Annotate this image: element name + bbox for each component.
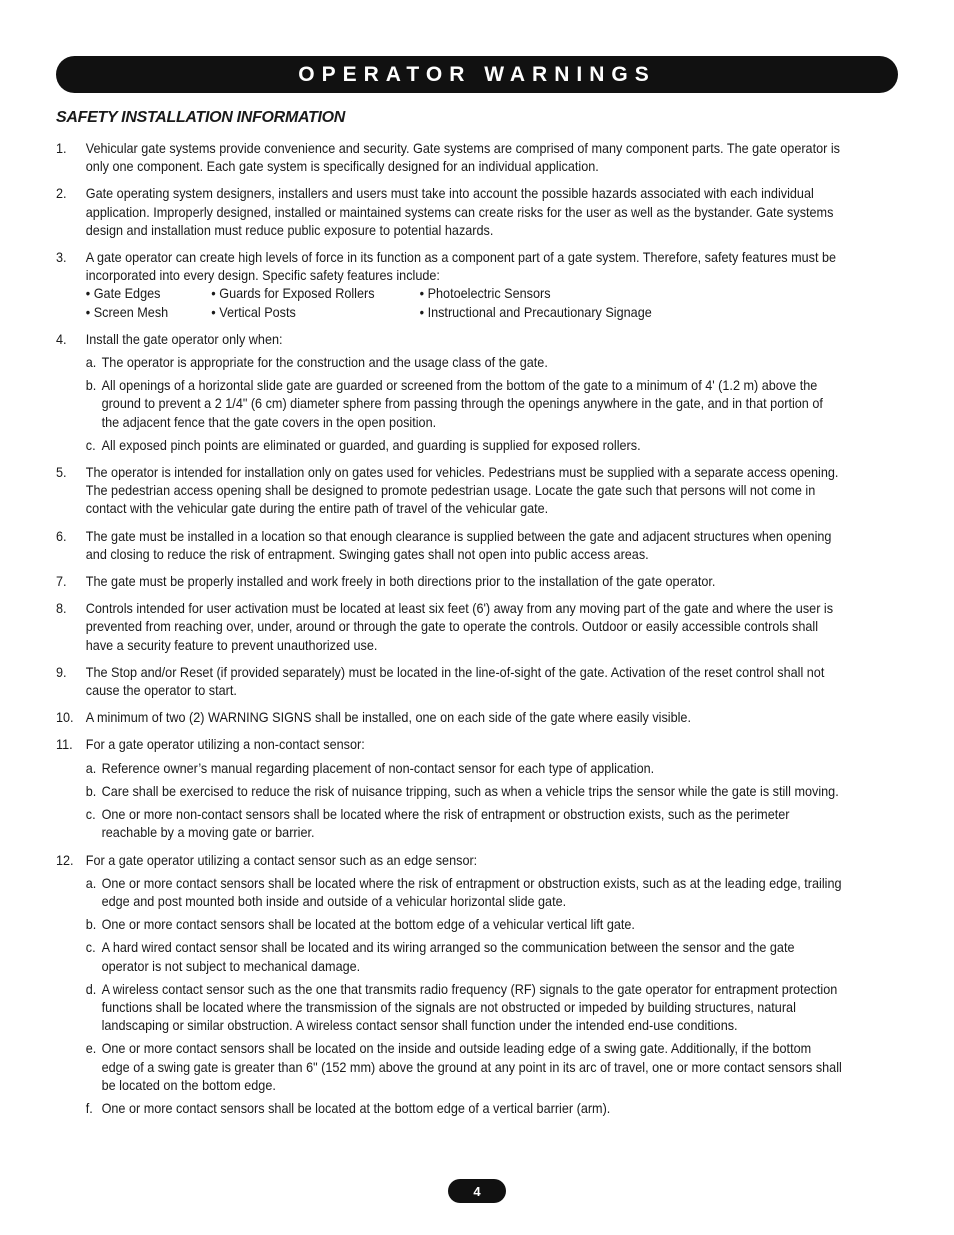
sub-item — [86, 760, 842, 778]
list-item-body — [86, 736, 842, 842]
page-header-banner — [56, 56, 898, 93]
list-item — [56, 185, 842, 240]
sub-item-text: Care shall be exercised to reduce the risk of nuisance tripping, such as when a vehicle trips the sensor while the gate is still moving. — [101, 783, 839, 799]
list-item-text: For a gate operator utilizing a non-contact sensor: — [85, 737, 365, 753]
list-item-number: 7. — [56, 574, 67, 590]
list-item-body — [86, 249, 842, 322]
safety-feature: • Gate Edges — [85, 286, 161, 302]
sub-item-text: One or more contact sensors shall be located on the inside and outside leading edge of a swing gate. Additionally, if the bottom edge of a swing gate is greater than 6" (152 mm) above the ground at any point in its arc of travel, one or more contact sensors shall be located on the bottom edge. — [101, 1041, 842, 1093]
list-item-number: 12. — [56, 852, 74, 868]
list-item — [56, 140, 842, 176]
list-item-text: The operator is intended for installation only on gates used for vehicles. Pedestrians must be supplied with a separate access opening. The pedestrian access opening shall be designed to promote pedestrian usage. Locate the gate such that persons will not come in contact with the vehicular gate during the entire path of travel of the vehicular gate. — [85, 465, 839, 517]
sub-item-letter: e. — [85, 1041, 97, 1057]
list-item-body — [86, 331, 842, 455]
list-item — [56, 852, 842, 1119]
list-item-number: 5. — [56, 465, 67, 481]
sub-item-letter: c. — [85, 807, 96, 823]
sub-item — [86, 981, 842, 1036]
list-item — [56, 528, 842, 564]
list-item — [56, 249, 842, 322]
list-item-text: Install the gate operator only when: — [85, 331, 283, 347]
list-item-text: The gate must be properly installed and work freely in both directions prior to the installation of the gate operator. — [85, 574, 716, 590]
sub-item-text: All exposed pinch points are eliminated or guarded, and guarding is supplied for exposed rollers. — [101, 437, 641, 453]
page-title: OPERATOR WARNINGS — [298, 62, 656, 86]
sub-item — [86, 939, 842, 975]
list-item-number: 8. — [56, 601, 67, 617]
list-item-number: 2. — [56, 186, 67, 202]
sub-item-letter: f. — [85, 1100, 93, 1116]
list-item-text: A gate operator can create high levels of force in its function as a component part of a gate system. Therefore, safety features must be incorporated into every design. Specific safety features include: — [85, 250, 837, 284]
sub-item-letter: a. — [85, 760, 97, 776]
list-item-number: 4. — [56, 331, 67, 347]
list-item — [56, 736, 842, 842]
sub-item — [86, 377, 842, 432]
safety-feature: • Guards for Exposed Rollers — [211, 286, 375, 302]
list-item-text: Controls intended for user activation must be located at least six feet (6') away from any moving part of the gate and where the user is prevented from reaching over, under, around or through the gate to operate the controls. Outdoor or easily accessible controls shall have a security feature to prevent unauthorized use. — [85, 601, 834, 653]
sub-item-text: All openings of a horizontal slide gate are guarded or screened from the bottom of the gate to a minimum of 4' (1.2 m) above the ground to prevent a 2 1/4" (6 cm) diameter sphere from passing through the openings anywhere in the gate, and in that portion of the adjacent fence that the gate covers in the open position. — [101, 378, 823, 430]
warnings-list — [56, 140, 842, 1127]
sub-item-letter: a. — [85, 875, 97, 891]
sub-item-text: A hard wired contact sensor shall be located and its wiring arranged so the communication between the sensor and the gate operator is not subject to mechanical damage. — [101, 940, 795, 974]
sub-item-letter: c. — [85, 437, 96, 453]
safety-feature: • Vertical Posts — [211, 304, 296, 320]
list-item-body — [86, 185, 842, 240]
list-item-text: Gate operating system designers, installers and users must take into account the possible hazards associated with each individual application. Improperly designed, installed or maintained systems can create risks for the user as well as the bystander. Gate systems design and installation must reduce public exposure to potential hazards. — [85, 186, 834, 238]
sub-item — [86, 1040, 842, 1095]
sub-item-letter: b. — [85, 783, 97, 799]
sub-item-letter: b. — [85, 917, 97, 933]
list-item-body — [86, 464, 842, 519]
safety-features-list — [86, 285, 842, 321]
sub-item — [86, 806, 842, 842]
sub-item-letter: c. — [85, 940, 96, 956]
sub-item-text: A wireless contact sensor such as the one that transmits radio frequency (RF) signals to the gate operator for entrapment protection functions shall be located where the transmission of the signals are not obstructed or impeded by building structures, natural landscaping or similar obstruction. A wireless contact sensor shall function under the intended end-use conditions. — [101, 981, 838, 1034]
sub-item — [86, 783, 842, 801]
list-item-body — [86, 852, 842, 1119]
sub-item-text: One or more contact sensors shall be located at the bottom edge of a vertical barrier (arm). — [101, 1100, 611, 1116]
list-item-number: 1. — [56, 141, 67, 156]
safety-feature: • Screen Mesh — [85, 304, 169, 320]
list-item-body — [86, 528, 842, 564]
list-item — [56, 331, 842, 455]
list-item — [56, 600, 842, 655]
list-item-body — [86, 600, 842, 655]
sub-item-text: One or more contact sensors shall be located where the risk of entrapment or obstruction exists, such as at the leading edge, trailing edge and post mounted both inside and outside of a vehicular horizontal slide gate. — [101, 875, 842, 909]
sub-item-letter: b. — [85, 378, 97, 394]
sub-item-text: One or more non-contact sensors shall be located where the risk of entrapment or obstruction exists, such as the perimeter reachable by a moving gate or barrier. — [101, 807, 790, 841]
safety-feature: • Photoelectric Sensors — [419, 286, 551, 302]
sub-item — [86, 354, 842, 372]
section-title: SAFETY INSTALLATION INFORMATION — [56, 109, 346, 126]
list-item-number: 10. — [56, 710, 74, 726]
sub-item — [86, 875, 842, 911]
sub-item — [86, 916, 842, 934]
sub-item-text: The operator is appropriate for the construction and the usage class of the gate. — [101, 355, 548, 371]
list-item-number: 6. — [56, 528, 67, 544]
page-number: 4 — [448, 1179, 506, 1203]
list-item-number: 9. — [56, 664, 67, 680]
list-item-body — [86, 664, 842, 700]
list-item — [56, 709, 842, 727]
list-item-text: A minimum of two (2) WARNING SIGNS shall be installed, one on each side of the gate where easily visible. — [85, 710, 691, 726]
list-item-body — [86, 573, 842, 591]
sub-item-letter: d. — [85, 981, 97, 997]
list-item-text: Vehicular gate systems provide convenience and security. Gate systems are comprised of many component parts. The gate operator is only one component. Each gate system is specifically designed for an individual application. — [85, 141, 840, 175]
list-item-number: 11. — [56, 737, 73, 753]
sub-item — [86, 437, 842, 455]
safety-feature: • Instructional and Precautionary Signage — [419, 304, 652, 320]
list-item-text: The gate must be installed in a location so that enough clearance is supplied between the gate and adjacent structures when opening and closing to reduce the risk of entrapment. Swinging gates shall not open into public access areas. — [85, 528, 832, 562]
list-item-text: For a gate operator utilizing a contact sensor such as an edge sensor: — [85, 852, 478, 868]
list-item-number: 3. — [56, 250, 67, 266]
list-item — [56, 464, 842, 519]
sub-item — [86, 1100, 842, 1118]
list-item-text: The Stop and/or Reset (if provided separately) must be located in the line-of-sight of the gate. Activation of the reset control shall not cause the operator to start. — [85, 664, 825, 699]
list-item-body — [86, 709, 842, 727]
sub-item-text: One or more contact sensors shall be located at the bottom edge of a vehicular vertical lift gate. — [101, 917, 635, 933]
sub-item-text: Reference owner’s manual regarding placement of non-contact sensor for each type of application. — [101, 760, 655, 776]
list-item — [56, 573, 842, 591]
sub-item-letter: a. — [85, 355, 97, 371]
list-item — [56, 664, 842, 700]
list-item-body — [86, 140, 842, 176]
